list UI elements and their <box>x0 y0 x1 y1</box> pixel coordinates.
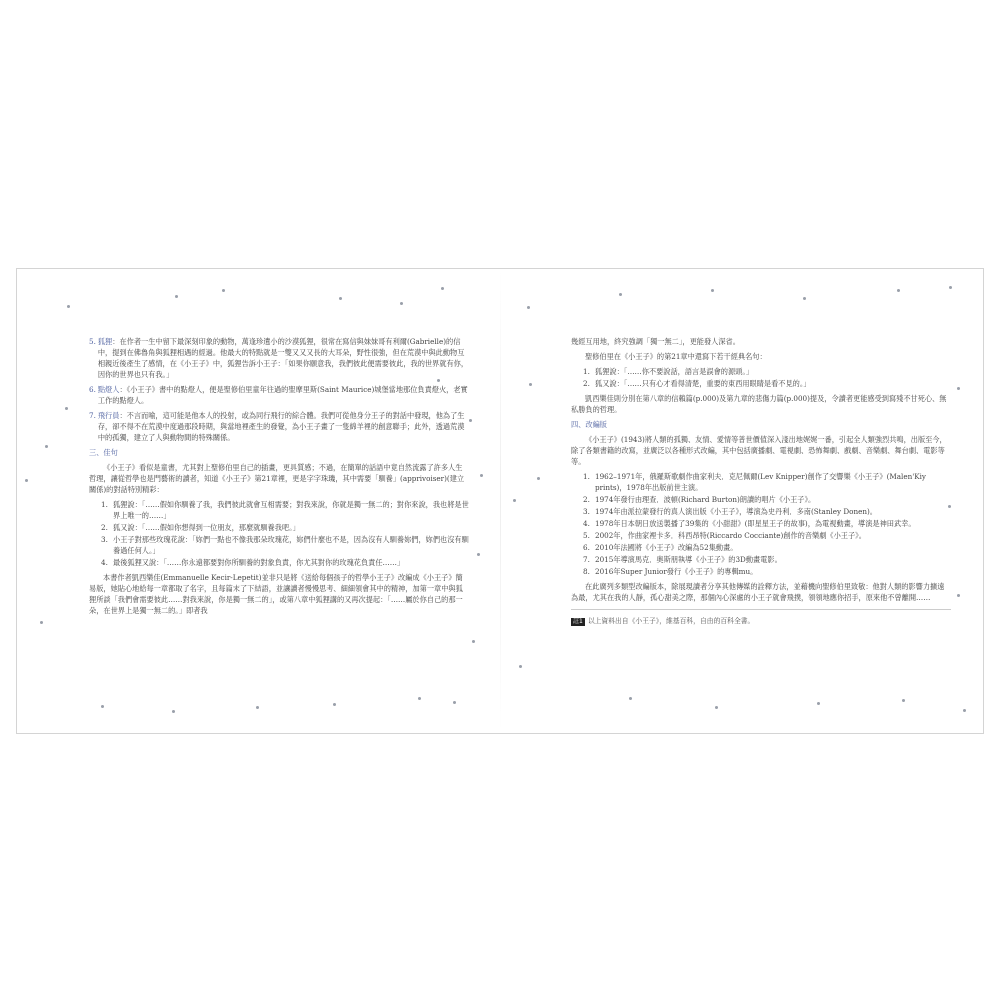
right-text-column <box>571 336 951 627</box>
left-text-column <box>89 336 469 620</box>
right-page <box>501 269 985 733</box>
note-text: ：在作者一生中留下最深刻印象的動物，萬逢珍遺小的沙漠狐狸，很常在寫信與妹妹哥有利爾(Gabrielle)的信中，提到在佛魯角與狐狸相遇的經過。他最大的特點就是一雙又又又長的大耳朵，野性很強，但在荒漠中與此動物互相親近後產生了感情，在《小王子》中，狐狸告訴小王子：「如果你願意我，我們彼此便需要彼此，我的世界就有你，因你的世界也只有我。」 <box>97 337 469 379</box>
left-page <box>17 269 501 733</box>
list-item: 7. 2015年導演馬克．奧斯朋執導《小王子》的3D動畫電影。 <box>583 555 782 564</box>
note-text: ：不言而喻，這可能是他本人的投射，或為同行飛行的綜合體。我們可從他身分王子的對話中發現，他為了生存，卻不得不在荒漠中度過那段時期，與當地裡產生的發覺，為小王子畫了一隻綿羊裡的創意聯手；此外，透過荒漠中的孤獨，建立了人與動物間的特殊關係。 <box>97 411 465 442</box>
section-heading: 三、佳句 <box>89 448 118 457</box>
paragraph: 《小王子》(1943)將人類的孤獨、友情、愛情等普世價值深入淺出地娓娓一番，引起全人類強烈共鳴，出版至今，除了各類書籍的改寫，並廣泛以各種形式改編，其中包括廣播劇、電視劇、恐怖舞劇、戲劇、音樂劇、舞台劇、電影等等。 <box>571 435 947 466</box>
list-item: 3. 1974年由派拉蒙發行的真人演出版《小王子》，導演為史丹利．多南(Stanley Donen)。 <box>583 507 877 516</box>
note-text: ：《小王子》書中的點燈人，便是聖修伯里童年往過的聖摩里斯(Saint Maurice)城堡當地那位負責燈火，老實工作的點燈人。 <box>97 385 468 405</box>
note-label: 點燈人 <box>97 385 120 394</box>
note-number: 7. <box>89 411 96 420</box>
note-item-pilot <box>89 410 469 443</box>
section-heading: 四、改編版 <box>571 420 607 429</box>
list-item: 2. 1974年發行由理查．波頓(Richard Burton)朗讀的唱片《小王子》。 <box>583 495 816 504</box>
closing-paragraph: 本書作者凱西樂佳(Emmanuelle Kecir-Lepetit)並非只是將《送給每個孩子的哲學小王子》改編成《小王子》簡易版，她貼心地給每一章都取了名字，且每篇末了下結語，並讓讀者慢慢思考、細細領會其中的精神，加第一章中與狐狸所談「我們會需要彼此……對我來說，你是獨一無二的」，或第八章中狐狸講的又再次提起：「……屬於你自己的那一朵，在世界上是獨一無二的。」即者我 <box>89 573 463 615</box>
list-item: 3. 小王子對那些玫瑰花說：「妳們一點也不像我那朵玫瑰花，妳們什麼也不是，因為沒有人馴養妳們，妳們也沒有馴養過任何人。」 <box>101 535 469 555</box>
list-item: 1. 1962–1971年，俄羅斯歌劇作曲家利夫．克尼佩爾(Lev Knipper)創作了交響樂《小王子》(Malen'Kiy prints)，1978年出版前世主演。 <box>583 472 926 492</box>
note-label: 飛行員 <box>97 411 120 420</box>
list-item: 8. 2016年Super Junior發行《小王子》的專輯mu。 <box>583 567 758 576</box>
paragraph: 在此廣列多類型改編版本，除展現讀者分享其他傳媒的詮釋方法，並藉機向聖修伯里致敬：他對人類的影響力擴遠為最，尤其在我的人靜，孤心甜美之際，那個內心深處的小王子就會飛撲，領領地應你招手，原來他不曾離開…… <box>571 582 945 602</box>
footnote-marker: 註1 <box>573 617 583 625</box>
list-item: 4. 最後狐狸又說：「……你永遠都要對你所馴養的對象負責，你尤其對你的玫瑰花負責任……」 <box>101 558 405 567</box>
list-item: 1. 狐狸說：「……你不要說話，語言是誤會的源頭。」 <box>583 367 754 376</box>
list-item: 5. 2002年，作曲家裡卡多．科西昂特(Riccardo Cocciante)創作的音樂劇《小王子》。 <box>583 531 866 540</box>
adaptation-list <box>583 471 951 577</box>
note-label: 狐狸 <box>97 337 113 346</box>
note-item-fox <box>89 336 469 380</box>
note-number: 5. <box>89 337 96 346</box>
list-item: 2. 狐又說：「……假如你想得到一位朋友，那麼就馴養我吧。」 <box>101 523 300 532</box>
quote-list <box>101 499 469 568</box>
book-spread <box>16 268 984 734</box>
paragraph: 聖修伯里在《小王子》的第21章中還寫下若干經典名句： <box>585 352 767 361</box>
note-item-lamplighter <box>89 384 469 406</box>
list-item: 6. 2010年法國將《小王子》改編為52集動畫。 <box>583 543 738 552</box>
section-paragraph: 《小王子》看似是童書，尤其對上聖修伯里自己的插畫，更具質感；不過，在簡單的話語中竟自然流露了許多人生哲理，讓從哲學也是門藝術的讀者，知道《小王子》第21章裡，更是字字珠璣，其中需要「馴養」(apprivoiser)(建立關係)的對話特別精彩： <box>89 463 465 494</box>
footnote <box>571 616 951 627</box>
list-item: 4. 1978年日本朝日放送製播了39集的《小甜甜》(即星星王子的故事)，為電視動畫，導演是神田武幸。 <box>583 519 916 528</box>
note-number: 6. <box>89 385 96 394</box>
footnote-text: 以上資料出自《小王子》，維基百科，自由的百科全書。 <box>587 617 755 625</box>
list-item: 1. 狐狸說：「……假如你馴養了我，我們彼此就會互相需要；對我來說，你就是獨一無二的；對你來說，我也將是世界上唯一的……」 <box>101 500 469 520</box>
continued-paragraph: 幾經互用地，終究強調「獨一無二」，更能發人深省。 <box>571 337 740 346</box>
footnote-divider <box>571 609 951 610</box>
list-item: 2. 狐又說：「……只有心才看得清楚，重要的東西用眼睛是看不見的。」 <box>583 379 811 388</box>
quote-list <box>583 366 951 389</box>
paragraph: 凱西樂佳則分別在第八章的信賴篇(p.000)及第九章的悲傷力篇(p.000)提及，令讀者更能感受到寫殘不甘死心、無私勝負的哲理。 <box>571 394 947 414</box>
